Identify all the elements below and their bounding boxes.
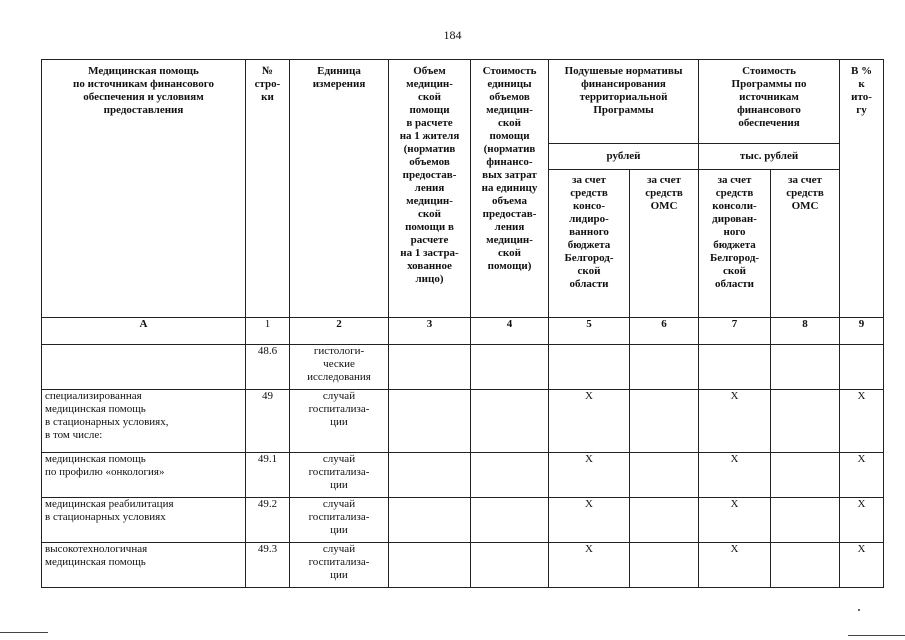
text-line: хованное [407,260,452,272]
text-line: № [261,65,274,77]
index-cell: 5 [549,318,630,345]
text-line: ции [330,416,348,428]
header-regional-budget-7 [699,170,771,318]
text-line: бюджета [567,239,611,251]
text-line: Программы [593,104,654,116]
unit-thousand-rubles: тыс. рублей [699,144,840,170]
cell-4 [471,390,549,453]
text-line: исследования [307,371,371,383]
cell-6 [630,453,699,498]
index-cell: 4 [471,318,549,345]
text-line: госпитализа- [308,511,370,523]
index-cell: 8 [771,318,840,345]
text-line: за счет [572,174,606,186]
row-name [42,453,246,498]
cell-3 [389,345,471,390]
financing-table [41,59,884,588]
row-number: 49.3 [246,543,290,588]
text-line: финансового [737,104,801,116]
text-line: В % [850,65,873,77]
page-number: 184 [443,28,462,42]
row-name [42,498,246,543]
cell-4 [471,498,549,543]
text-line: предостав- [482,208,537,220]
text-line: (норматив [483,143,536,155]
text-line: консоли- [712,200,757,212]
cell-4 [471,543,549,588]
text-line: по профилю «онкология» [45,466,165,478]
text-line: медицинская помощь [45,453,146,465]
text-line: медицин- [406,78,453,90]
cell-4 [471,345,549,390]
text-line: медицинская помощь [45,403,146,415]
row-unit [290,498,389,543]
index-cell: 2 [290,318,389,345]
text-line: ской [723,265,746,277]
table-row [42,498,884,543]
cell-7: X [699,390,771,453]
text-line: в расчете [406,117,453,129]
text-line: измерения [312,78,366,90]
text-line: стро- [254,78,281,90]
text-line: источникам [739,91,799,103]
text-line: Стоимость [482,65,537,77]
index-cell: 1 [246,318,290,345]
header-program-cost [699,60,840,144]
table-row [42,390,884,453]
unit-rubles: рублей [549,144,699,170]
text-line: за счет [647,174,681,186]
text-line: помощи [409,104,450,116]
cell-8 [771,498,840,543]
cell-9 [840,345,884,390]
header-per-capita-norms [549,60,699,144]
text-line: в стационарных условиях [45,511,166,523]
text-line: на единицу [481,182,538,194]
scan-artifact-line [0,632,48,633]
text-line: ления [414,182,445,194]
row-name [42,345,246,390]
text-line: госпитализа- [308,466,370,478]
cell-8 [771,453,840,498]
header-regional-budget-5 [549,170,630,318]
text-line: помощи [489,130,530,142]
row-name [42,390,246,453]
text-line: единицы [487,78,532,90]
index-cell: 6 [630,318,699,345]
text-line: в стационарных условиях, [45,416,169,428]
index-cell: 7 [699,318,771,345]
text-line: ции [330,524,348,536]
cell-3 [389,543,471,588]
text-line: Белгород- [709,252,760,264]
cell-8 [771,345,840,390]
row-number: 49 [246,390,290,453]
text-line: случай [322,390,356,402]
text-line: бюджета [713,239,756,251]
text-line: высокотехнологичная [45,543,148,555]
text-line: медицин- [486,104,533,116]
scan-artifact-line [848,635,905,636]
text-line: медицин- [406,195,453,207]
index-cell: 9 [840,318,884,345]
cell-6 [630,543,699,588]
text-line: ской [498,117,521,129]
cell-3 [389,498,471,543]
text-line: ской [418,208,441,220]
row-number: 48.6 [246,345,290,390]
cell-6 [630,390,699,453]
text-line: объема [492,195,527,207]
text-line: по источникам финансового [73,78,214,90]
text-line: предостав- [402,169,457,181]
row-name [42,543,246,588]
index-cell: 3 [389,318,471,345]
header-care-type [42,60,246,318]
cell-5: X [549,390,630,453]
text-line: Программы по [731,78,807,90]
cell-7: X [699,453,771,498]
text-line: ки [261,91,274,103]
cell-9: X [840,498,884,543]
text-line: ции [330,479,348,491]
text-line: Стоимость [742,65,796,77]
text-line: консо- [572,200,606,212]
cell-7: X [699,498,771,543]
text-line: госпитализа- [308,403,370,415]
text-line: в том числе: [45,429,103,441]
header-percent-total [840,60,884,318]
header-volume [389,60,471,318]
text-line: гистологи- [313,345,365,357]
cell-6 [630,498,699,543]
text-line: ито- [851,91,872,103]
text-line: средств [786,187,824,199]
cell-3 [389,390,471,453]
text-line: гу [856,104,867,116]
text-line: объемов [489,91,530,103]
text-line: средств [570,187,608,199]
cell-7 [699,345,771,390]
text-line: финансо- [486,156,533,168]
text-line: помощи в [405,221,454,233]
text-line: Белгород- [564,252,614,264]
text-line: медицинская реабилитация [45,498,174,510]
cell-9: X [840,453,884,498]
row-unit [290,345,389,390]
row-unit [290,453,389,498]
text-line: Медицинская помощь [88,65,199,77]
cell-5: X [549,498,630,543]
cell-3 [389,453,471,498]
text-line: ции [330,569,348,581]
text-line: медицинская помощь [45,556,146,568]
text-line: случай [322,453,356,465]
table-row [42,543,884,588]
row-number: 49.1 [246,453,290,498]
text-line: дирован- [712,213,757,225]
text-line: к [858,78,865,90]
header-oms-6 [630,170,699,318]
text-line: ОМС [791,200,819,212]
text-line: обеспечения [738,117,800,129]
header-unit [290,60,389,318]
text-line: ОМС [650,200,678,212]
text-line: Подушевые нормативы [564,65,683,77]
scan-artifact-dot [858,609,860,611]
text-line: расчете [410,234,449,246]
text-line: специализированная [45,390,142,402]
text-line: помощи) [487,260,532,272]
text-line: ческие [323,358,355,370]
text-line: медицин- [486,234,533,246]
text-line: средств [715,187,754,199]
text-line: случай [322,498,356,510]
cell-8 [771,390,840,453]
row-unit [290,543,389,588]
text-line: предоставления [103,104,184,116]
index-cell: А [42,318,246,345]
text-line: ления [494,221,525,233]
cell-5 [549,345,630,390]
text-line: за счет [717,174,752,186]
row-number: 49.2 [246,498,290,543]
column-index-row [42,318,884,345]
text-line: ванного [569,226,609,238]
text-line: случай [322,543,356,555]
text-line: за счет [788,174,822,186]
header-row-number [246,60,290,318]
cell-6 [630,345,699,390]
table-row [42,453,884,498]
cell-5: X [549,453,630,498]
header-oms-8 [771,170,840,318]
text-line: Объем [413,65,446,77]
cell-9: X [840,390,884,453]
text-line: области [569,278,609,290]
table-row [42,345,884,390]
text-line: обеспечения и условиям [83,91,204,103]
cell-7: X [699,543,771,588]
text-line: на 1 жителя [399,130,460,142]
text-line: финансирования [581,78,666,90]
text-line: лицо) [415,273,444,285]
text-line: территориальной [579,91,668,103]
text-line: госпитализа- [308,556,370,568]
text-line: лидиро- [569,213,609,225]
cell-5: X [549,543,630,588]
text-line: ской [577,265,601,277]
text-line: объемов [409,156,450,168]
cell-8 [771,543,840,588]
text-line: ного [723,226,746,238]
text-line: вых затрат [482,169,537,181]
text-line: области [715,278,755,290]
text-line: (норматив [403,143,456,155]
text-line: ской [498,247,521,259]
cell-9: X [840,543,884,588]
row-unit [290,390,389,453]
cell-4 [471,453,549,498]
header-cost [471,60,549,318]
text-line: на 1 застра- [400,247,459,259]
text-line: Единица [317,65,361,77]
text-line: ской [418,91,441,103]
text-line: средств [645,187,683,199]
